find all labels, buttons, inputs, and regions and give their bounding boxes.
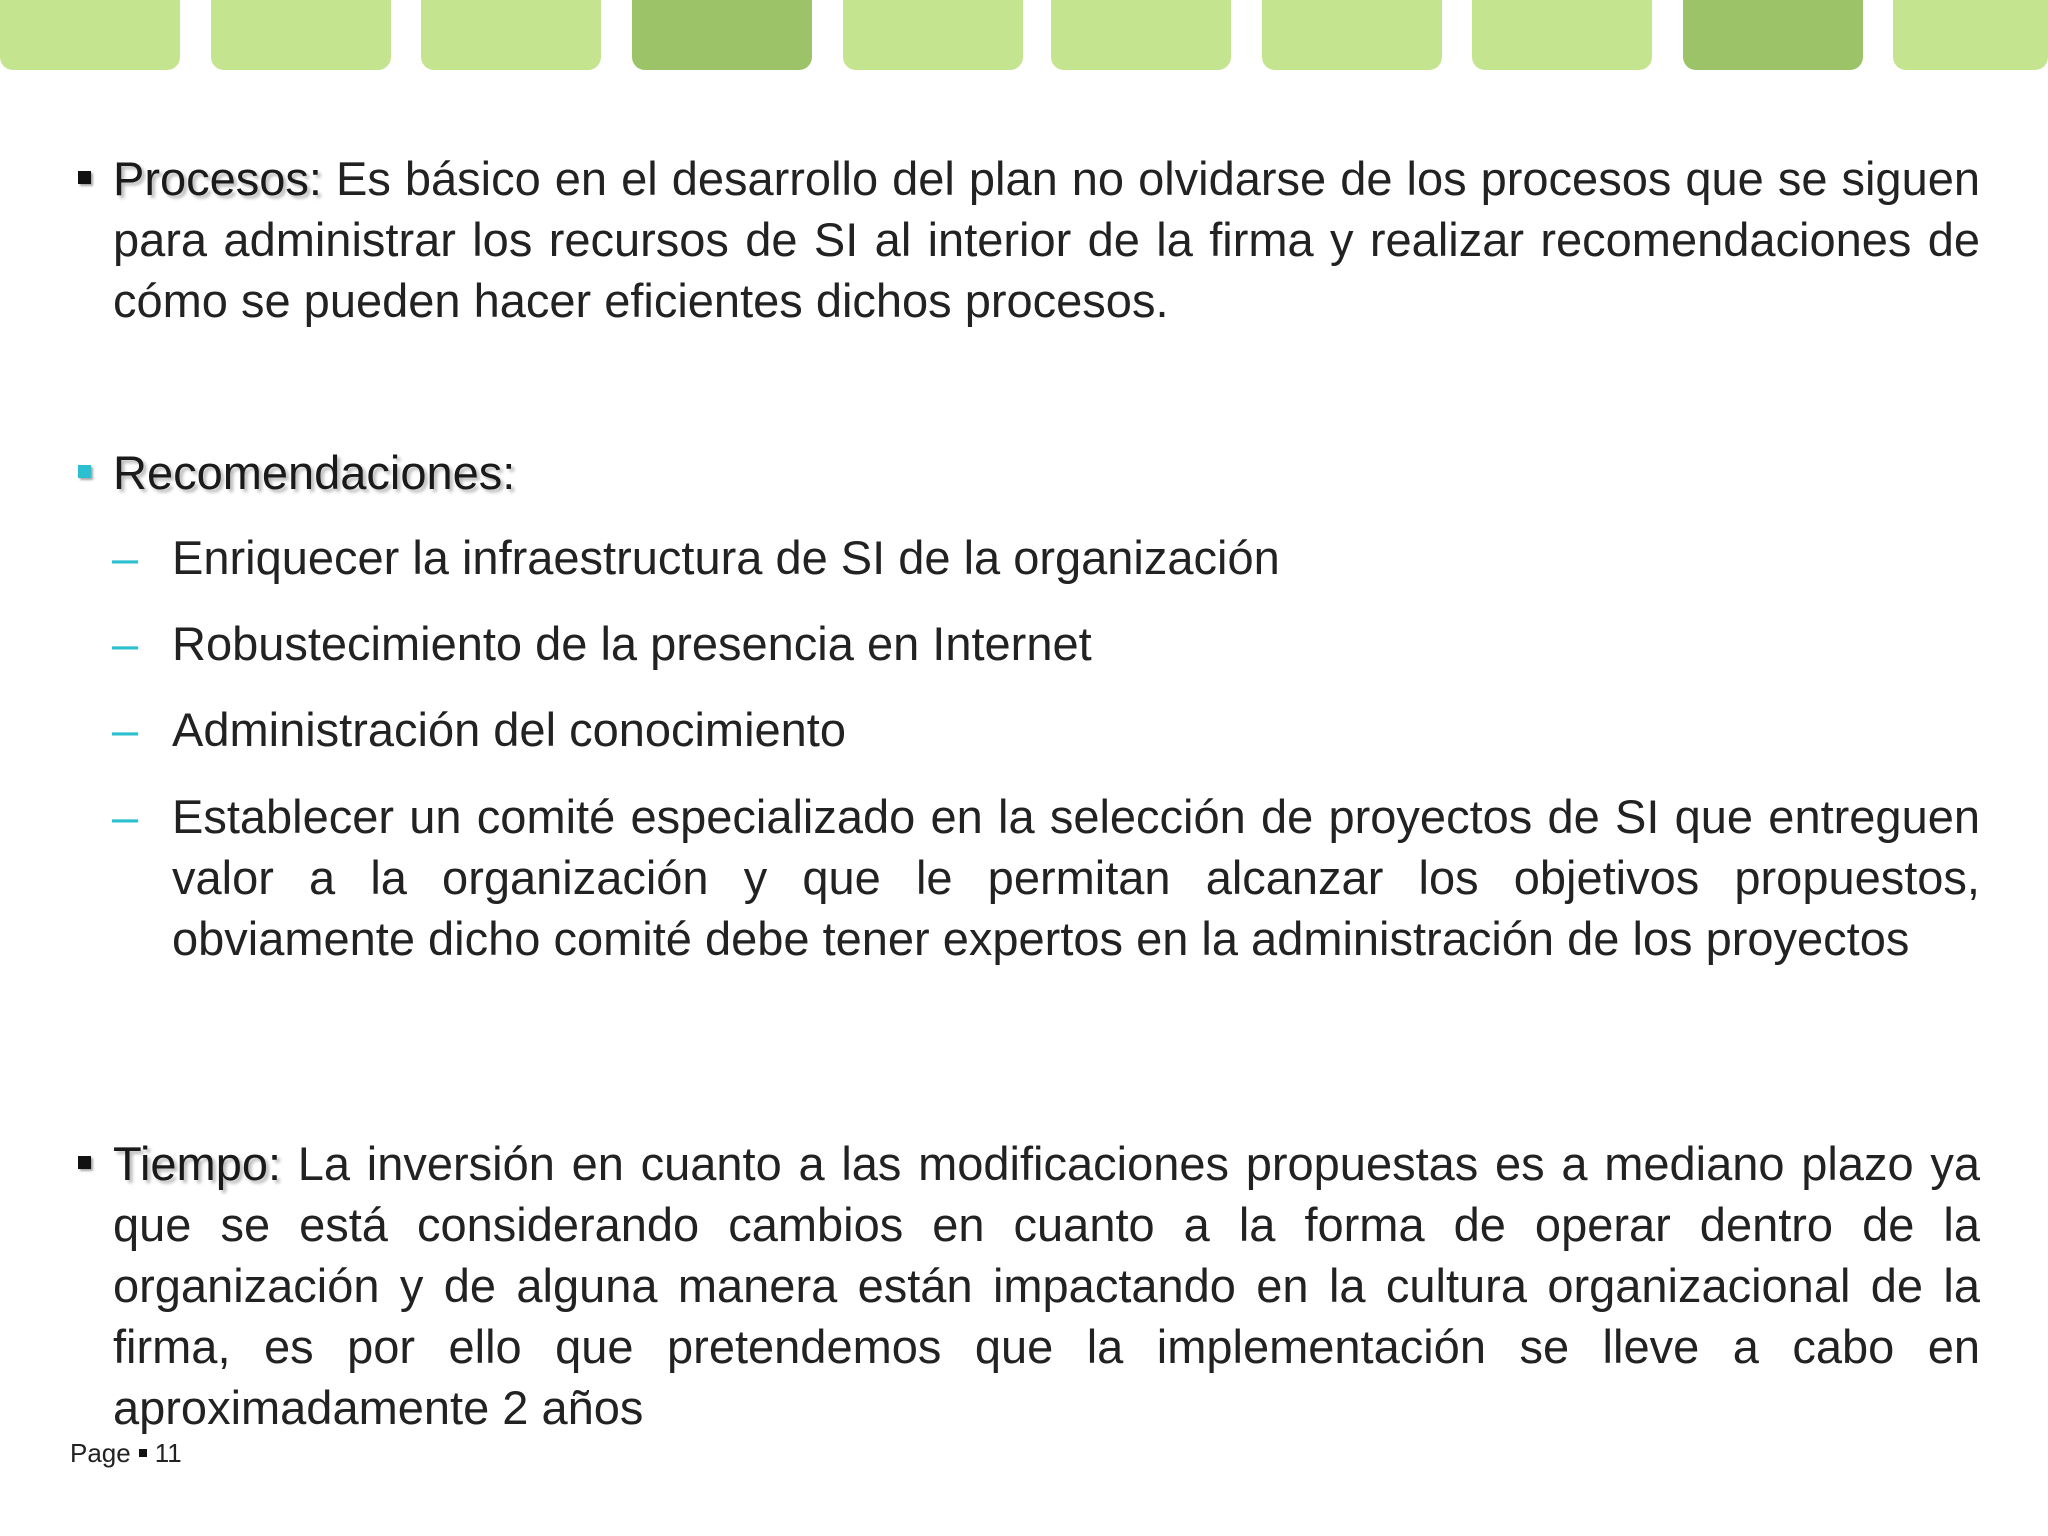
square-bullet-icon <box>78 1156 91 1169</box>
square-bullet-icon <box>78 465 91 478</box>
square-separator-icon <box>139 1449 147 1457</box>
tiempo-label: Tiempo: <box>113 1137 282 1190</box>
procesos-text: Es básico en el desarrollo del plan no olvidarse de los procesos que se siguen para administrar los recursos de SI al interior de la firma y realizar recomendaciones de cómo se pueden hacer eficientes dichos procesos. <box>113 152 1980 327</box>
procesos-paragraph <box>113 148 1980 331</box>
recomendacion-item <box>112 786 1980 969</box>
recomendaciones-label: Recomendaciones: <box>113 446 516 499</box>
recomendaciones-heading <box>113 442 1980 503</box>
recomendacion-text: Robustecimiento de la presencia en Internet <box>172 617 1092 670</box>
recomendacion-text: Administración del conocimiento <box>172 703 846 756</box>
recomendacion-item <box>112 699 1980 760</box>
dash-bullet-icon: – <box>112 790 139 843</box>
tiempo-paragraph <box>113 1133 1980 1438</box>
recomendacion-item <box>112 527 1980 588</box>
procesos-label: Procesos: <box>113 152 322 205</box>
recomendacion-text: Establecer un comité especializado en la selección de proyectos de SI que entreguen valor a la organización y que le permitan alcanzar los objetivos propuestos, obviamente dicho comité debe tener expertos en la administración de los proyectos <box>172 790 1980 965</box>
dash-bullet-icon: – <box>112 617 139 670</box>
recomendacion-text: Enriquecer la infraestructura de SI de la organización <box>172 531 1280 584</box>
page-label: Page <box>70 1438 131 1468</box>
page-number: 11 <box>154 1438 182 1468</box>
square-bullet-icon <box>78 171 91 184</box>
dash-bullet-icon: – <box>112 703 139 756</box>
dash-bullet-icon: – <box>112 531 139 584</box>
tiempo-text: La inversión en cuanto a las modificaciones propuestas es a mediano plazo ya que se está considerando cambios en cuanto a la forma de operar dentro de la organización y de alguna manera están impactando en la cultura organizacional de la firma, es por ello que pretendemos que la implementación se lleve a cabo en aproximadamente 2 años <box>113 1137 1980 1434</box>
recomendacion-item <box>112 613 1980 674</box>
page-number-footer <box>70 1438 182 1469</box>
